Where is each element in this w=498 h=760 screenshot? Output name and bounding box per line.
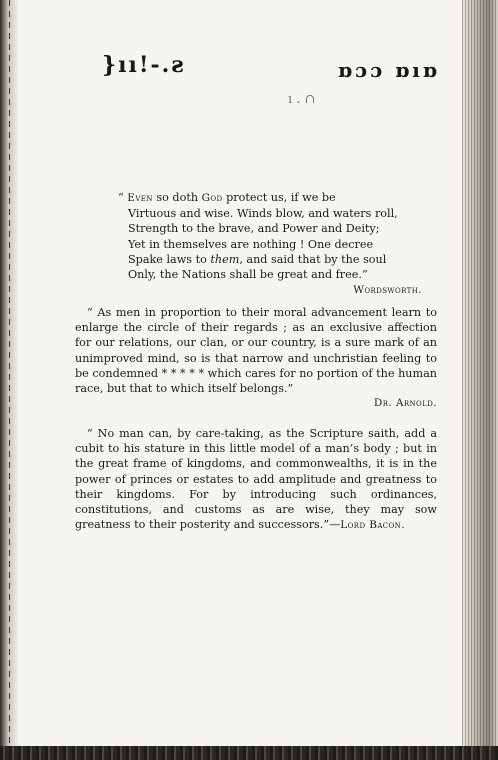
bacon-quote-text xyxy=(75,426,437,533)
page-binding-edge-left xyxy=(0,0,18,760)
bacon-quote-body: “ No man can, by care-taking, as the Scripture saith, add a cubit to his stature in this little model of a man’s body ; but in the great frame of kingdoms, and commonwealths, it is in the power of princes or estates to add amplitude and greatness to their kingdoms. For by introducing such ordinances, constitutions, and customs as are wise, they may sow greatness to their posterity and successors.”— xyxy=(75,427,437,532)
poem-line-1: “ Even so doth God protect us, if we be xyxy=(118,191,336,204)
poem-line-4: Yet in themselves are nothing ! One decree xyxy=(128,237,374,251)
wordsworth-poem xyxy=(118,190,422,298)
poem-line-6: Only, the Nations shall be great and free.” xyxy=(128,268,368,282)
pencil-mark: ı . ∩ xyxy=(288,92,316,107)
bacon-quote xyxy=(75,426,437,533)
library-mark-right: ɒɔɔ ɒıɒ xyxy=(338,58,440,82)
library-mark-left: }ıı!-.ƨ xyxy=(102,52,186,78)
arnold-quote xyxy=(75,305,437,411)
page-edge-bottom xyxy=(0,746,498,760)
poem-line-3: Strength to the brave, and Power and Deity; xyxy=(128,222,380,236)
bacon-attribution: Lord Bacon. xyxy=(340,519,405,532)
arnold-quote-text: “ As men in proportion to their moral advancement learn to enlarge the circle of their regards ; as an exclusive affection for our relations, our clan, or our country, is a sure mark of an unimproved mind, so is that narrow and unchristian feeling to be condemned * * * * * which cares for no portion of the human race, but that to which itself belongs.” xyxy=(75,306,437,396)
arnold-attribution: Dr. Arnold. xyxy=(373,397,437,410)
poem-line-2: Virtuous and wise. Winds blow, and waters roll, xyxy=(128,207,398,221)
poem-attribution: Wordsworth. xyxy=(353,284,422,297)
poem-line-5: Spake laws to them, and said that by the soul xyxy=(128,252,387,266)
page-edge-right xyxy=(462,0,498,760)
